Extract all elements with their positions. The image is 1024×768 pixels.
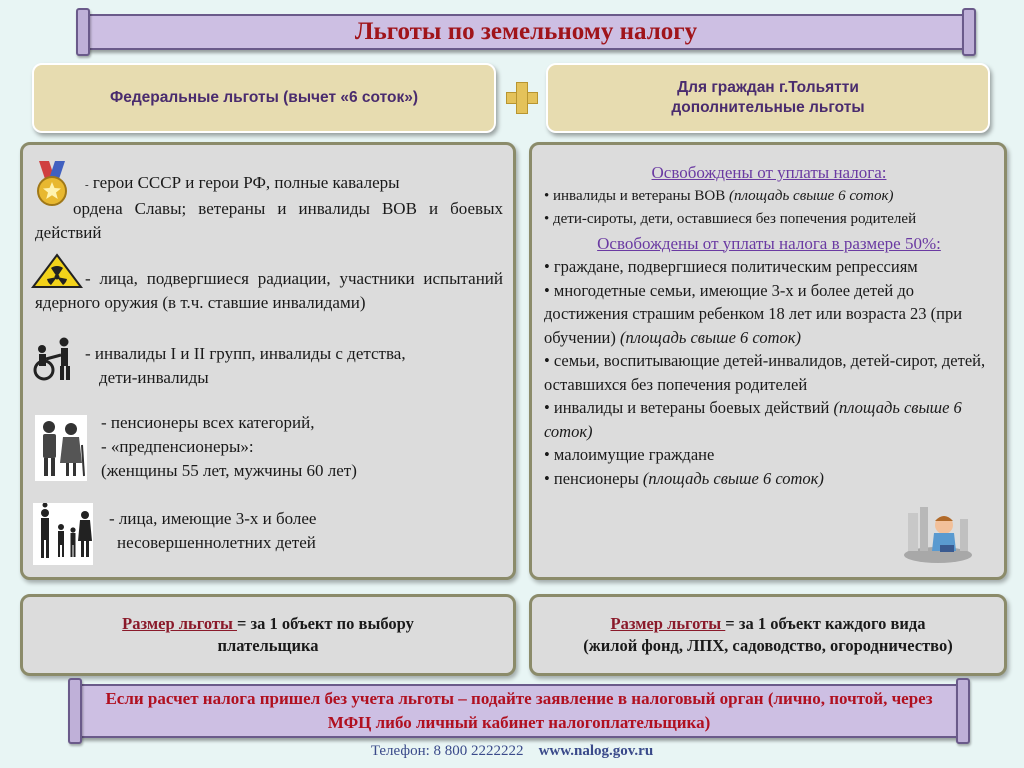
page-title: Льготы по земельному налогу (354, 18, 698, 45)
large-family-line1: - лица, имеющие 3-х и более (109, 509, 317, 528)
sad-child-icon (902, 505, 974, 565)
disabled-line2: дети-инвалиды (99, 368, 209, 387)
pensioners-line1: - пенсионеры всех категорий, (101, 413, 315, 432)
heroes-line1: герои СССР и герои РФ, полные кавалеры (88, 173, 400, 192)
wheelchair-icon (31, 337, 79, 381)
heroes-dash: - (85, 179, 89, 191)
large-family-line2: несовершеннолетних детей (117, 533, 316, 552)
notice-text: Если расчет налога пришел без учета льготы – подайте заявление в налоговый орган (лично, почтой, через МФЦ либо личный кабинет налогоплательщика) (105, 689, 933, 732)
pensioners-line3: (женщины 55 лет, мужчины 60 лет) (101, 461, 357, 480)
local-benefits-list (544, 161, 994, 490)
benefit-size-local (529, 594, 1007, 676)
disabled-item (85, 342, 505, 390)
local-benefits-header (546, 63, 990, 133)
local-benefits-panel (529, 142, 1007, 580)
benefit-size-local-line2: (жилой фонд, ЛПХ, садоводство, огородничество) (583, 636, 953, 655)
local-benefits-title-line1: Для граждан г.Тольятти (677, 79, 859, 96)
benefit-size-federal-line1: Размер льготы = за 1 объект по выбору (122, 614, 414, 633)
large-family-item (109, 507, 505, 555)
local-item-low-income: • малоимущие граждане (544, 445, 715, 464)
local-item-combat-veterans: • инвалиды и ветераны боевых действий (площадь свыше 6 соток) (544, 398, 962, 441)
heroes-item (35, 171, 503, 245)
local-item-orphans: • дети-сироты, дети, оставшиеся без попечения родителей (544, 211, 917, 227)
federal-benefits-panel (20, 142, 516, 580)
footer-website-link[interactable]: www.nalog.gov.ru (538, 743, 654, 759)
footer (0, 743, 1024, 760)
heroes-line2: ордена Славы; ветераны и инвалиды ВОВ и боевых действий (35, 199, 503, 242)
benefit-size-federal-line2: плательщика (217, 636, 319, 655)
local-benefits-title-line2: дополнительные льготы (671, 99, 865, 116)
local-item-large-families: • многодетные семьи, имеющие 3-х и более детей до достижения страшим ребенком 18 лет или возраста 23 (при обучении) (площадь свыше 6 соток) (544, 280, 963, 347)
benefit-size-local-line1: Размер льготы = за 1 объект каждого вида (610, 614, 926, 633)
local-item-disabled-children: • семьи, воспитывающие детей-инвалидов, детей-сирот, детей, оставшихся без попечения родителей (544, 351, 986, 394)
elderly-couple-icon (35, 415, 87, 481)
exempt-heading: Освобождены от уплаты налога: (651, 163, 887, 182)
benefit-size-federal (20, 594, 516, 676)
local-item-wwii: • инвалиды и ветераны ВОВ (площадь свыше 6 соток) (544, 187, 894, 204)
page-title-banner (84, 14, 968, 50)
plus-icon (506, 82, 536, 112)
pensioners-item (101, 411, 505, 483)
footer-phone: Телефон: 8 800 2222222 (370, 743, 524, 759)
half-exempt-heading: Освобождены от уплаты налога в размере 50%: (597, 233, 941, 253)
family-icon (33, 503, 93, 565)
local-item-repressed: • граждане, подвергшиеся политическим репрессиям (544, 257, 918, 276)
federal-benefits-title: Федеральные льготы (вычет «6 соток») (109, 89, 419, 106)
disabled-line1: - инвалиды I и II групп, инвалиды с детства, (85, 344, 406, 363)
local-item-pensioners: • пенсионеры (площадь свыше 6 соток) (544, 468, 824, 488)
federal-benefits-header (32, 63, 496, 133)
pensioners-line2: - «предпенсионеры»: (101, 437, 254, 456)
notice-banner (76, 684, 962, 738)
radiation-item: - лица, подвергшиеся радиации, участники испытаний ядерного оружия (в т.ч. ставшие инвалидами) (35, 269, 503, 312)
